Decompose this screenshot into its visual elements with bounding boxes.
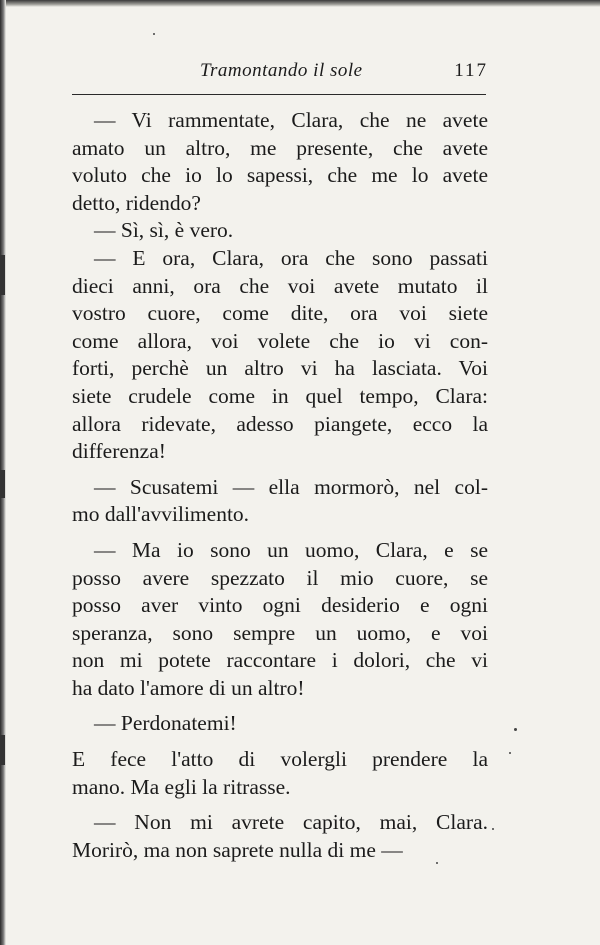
text-line: speranza, sono sempre un uomo, e voi (72, 620, 488, 645)
text-line: — Vi rammentate, Clara, che ne avete (94, 108, 488, 132)
text-line: — Sì, sì, è vero. (94, 218, 234, 243)
text-line: — Scusatemi — ella mormorò, nel col- (94, 474, 488, 499)
scan-speck (509, 752, 511, 754)
scan-top-edge (0, 0, 600, 7)
text-line: Morirò, ma non saprete nulla di me — (72, 837, 403, 862)
binding-mark (0, 735, 5, 765)
text-line: non mi potete raccontare i dolori, che vi (72, 648, 488, 673)
running-title: Tramontando il sole (200, 60, 363, 81)
text-body (72, 107, 488, 864)
scan-speck (492, 828, 494, 830)
text-line: posso aver vinto ogni desiderio e ogni (72, 593, 488, 618)
text-line: amato un altro, me presente, che avete (72, 135, 488, 160)
text-line: siete crudele come in quel tempo, Clara: (72, 383, 488, 408)
binding-mark (0, 255, 5, 295)
text-line: — Non mi avrete capito, mai, Clara. (94, 810, 488, 835)
scan-speck (514, 728, 517, 731)
text-line: mo dall'avvilimento. (72, 502, 250, 527)
text-line: — Ma io sono un uomo, Clara, e se (94, 537, 488, 562)
text-line: come allora, voi volete che io vi con- (72, 328, 488, 353)
page-header (70, 60, 488, 90)
text-line: mano. Ma egli la ritrasse. (72, 774, 291, 799)
scan-speck (436, 862, 438, 864)
text-line: voluto che io lo sapessi, che me lo avete (72, 163, 488, 188)
page-number: 117 (454, 60, 488, 81)
scan-speck (153, 33, 155, 35)
text-line: — E ora, Clara, ora che sono passati (94, 245, 488, 270)
text-line: E fece l'atto di volergli prendere la (72, 747, 488, 772)
binding-mark (0, 470, 5, 498)
text-line: forti, perchè un altro vi ha lasciata. Voi (72, 356, 488, 381)
text-line: — Perdonatemi! (94, 711, 237, 736)
text-line: dieci anni, ora che voi avete mutato il (72, 273, 488, 298)
text-line: allora ridevate, adesso piangete, ecco la (72, 411, 488, 436)
text-line: detto, ridendo? (72, 190, 201, 215)
header-rule (72, 94, 486, 95)
text-line: differenza! (72, 439, 166, 464)
text-line: vostro cuore, come dite, ora voi siete (72, 301, 488, 326)
text-line: posso avere spezzato il mio cuore, se (72, 565, 488, 590)
text-line: ha dato l'amore di un altro! (72, 675, 305, 700)
